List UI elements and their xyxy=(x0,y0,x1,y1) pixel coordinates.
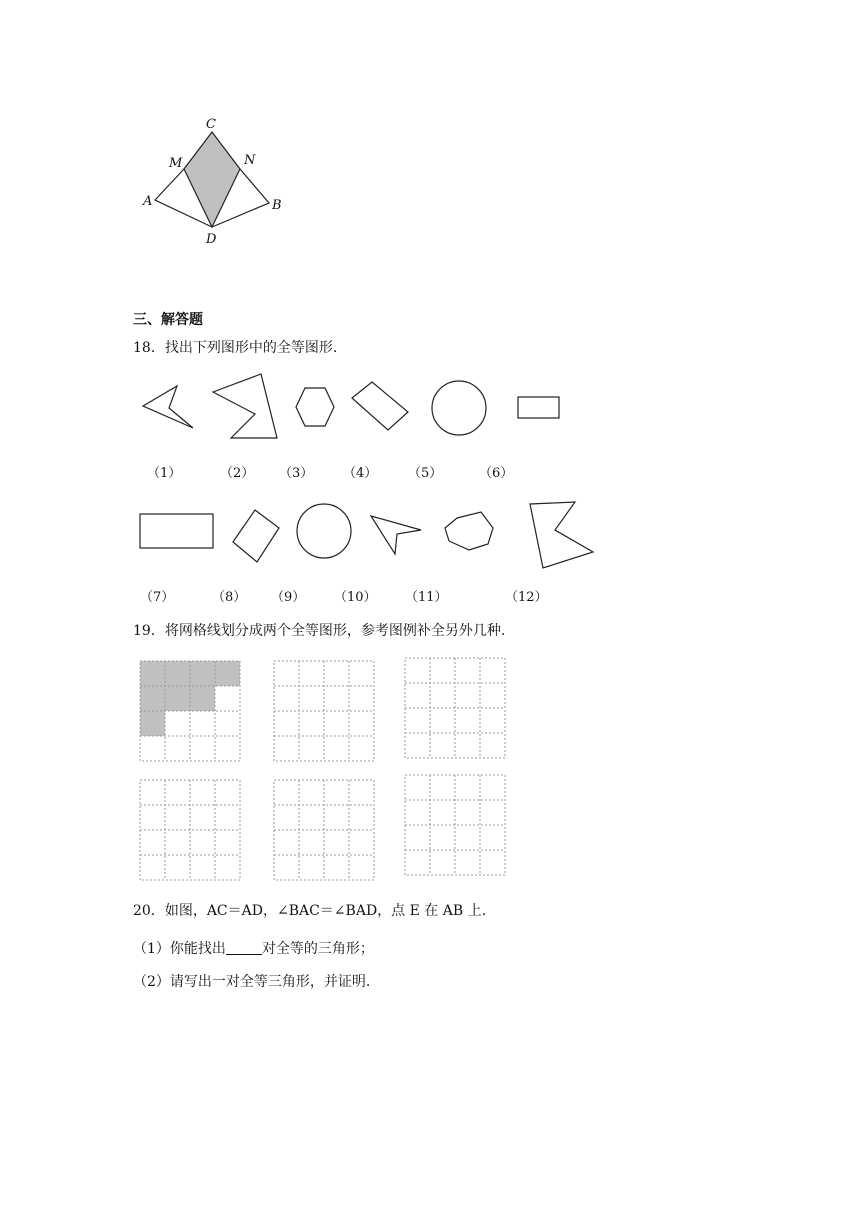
shaded-quadrilateral xyxy=(184,132,240,227)
shape-11-heptagon xyxy=(445,512,493,550)
shape-2-bolt xyxy=(213,374,277,438)
label-9: （9） xyxy=(271,590,306,605)
shapes-row-1 xyxy=(135,368,575,448)
label-6: （6） xyxy=(479,466,514,481)
question-20-part-1 xyxy=(133,938,374,958)
label-d: D xyxy=(206,232,217,247)
shape-1-arrow xyxy=(143,386,193,428)
question-19: 19．将网格线划分成两个全等图形，参考图例补全另外几种. xyxy=(133,623,506,639)
question-20: 20．如图，AC＝AD，∠BAC＝∠BAD，点 E 在 AB 上. xyxy=(133,903,487,919)
grid-2[interactable] xyxy=(273,660,376,763)
label-1: （1） xyxy=(147,466,182,481)
part1-before: （1）你能找出 xyxy=(133,941,226,957)
grid-3[interactable] xyxy=(404,657,507,760)
shape-6-rectangle xyxy=(518,397,559,418)
label-8: （8） xyxy=(212,590,247,605)
grid-5[interactable] xyxy=(273,779,376,882)
shape-3-hexagon xyxy=(296,388,334,426)
label-3: （3） xyxy=(279,466,314,481)
label-m: M xyxy=(169,156,183,171)
section-title: 三、解答题 xyxy=(133,312,203,328)
part1-after: 对全等的三角形； xyxy=(261,941,374,957)
label-11: （11） xyxy=(405,590,448,605)
label-10: （10） xyxy=(334,590,377,605)
label-n: N xyxy=(244,153,256,168)
question-18: 18．找出下列图形中的全等图形. xyxy=(133,340,338,356)
label-12: （12） xyxy=(505,590,548,605)
label-5: （5） xyxy=(408,466,443,481)
shape-7-rectangle xyxy=(140,514,213,548)
label-4: （4） xyxy=(343,466,378,481)
shape-4-diamond xyxy=(352,382,408,430)
answer-blank[interactable] xyxy=(226,940,262,955)
grid-6[interactable] xyxy=(404,774,507,877)
grid-1-example xyxy=(139,660,242,763)
label-7: （7） xyxy=(140,590,175,605)
shapes-row-2 xyxy=(135,496,605,576)
label-c: C xyxy=(206,117,216,132)
question-20-part-2: （2）请写出一对全等三角形，并证明. xyxy=(133,974,371,990)
label-2: （2） xyxy=(220,466,255,481)
grid-4[interactable] xyxy=(139,779,242,882)
label-b: B xyxy=(272,198,282,213)
shape-10-arrow xyxy=(371,516,421,554)
label-a: A xyxy=(143,194,153,209)
rhombus-triangle-figure xyxy=(135,112,295,252)
shape-12-bolt xyxy=(530,502,593,568)
shape-8-diamond xyxy=(233,510,279,562)
shape-5-circle xyxy=(432,381,486,435)
shape-9-circle xyxy=(297,504,351,558)
